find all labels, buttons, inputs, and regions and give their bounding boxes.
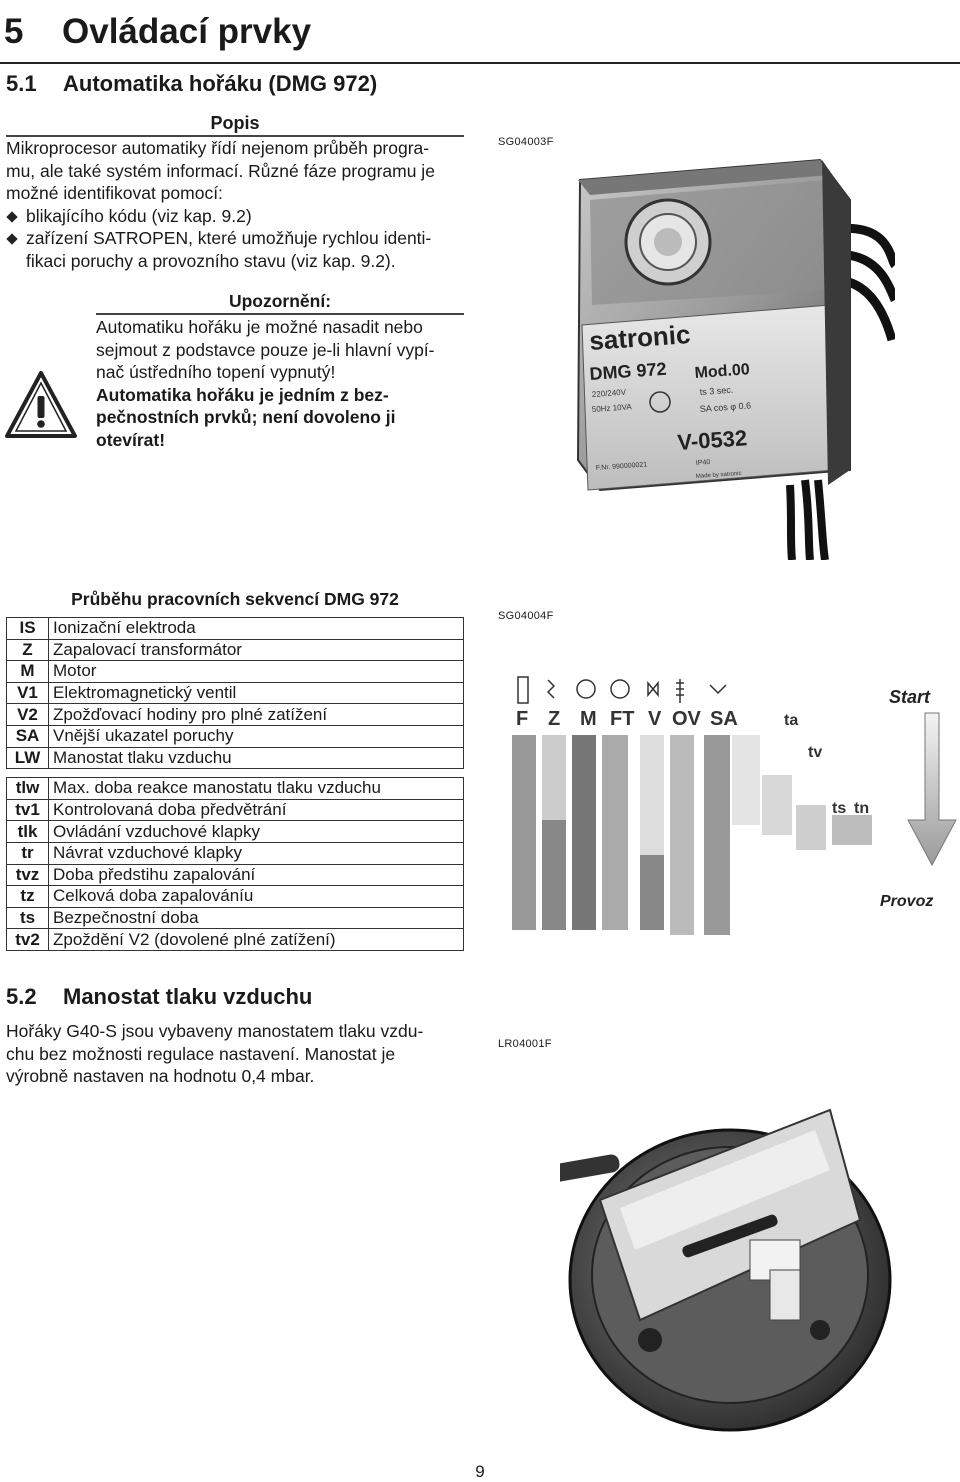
bullet-item: zařízení SATROPEN, které umožňuje rychlou identi- fikaci poruchy a provozního stavu (viz kap. 9.2). <box>6 227 464 272</box>
manostat-line: chu bez možnosti regulace nastavení. Manostat je <box>6 1043 396 1064</box>
column-label-v: V <box>648 708 662 730</box>
legend-row: tv1 Kontrolovaná doba předvětrání <box>7 799 464 821</box>
svg-text:IP40: IP40 <box>695 459 711 467</box>
timing-label-ts: ts <box>832 800 847 817</box>
warning-text <box>96 316 464 452</box>
legend-row: tr Návrat vzduchové klapky <box>7 842 464 864</box>
start-label: Start <box>889 687 931 707</box>
legend-row: Z Zapalovací transformátor <box>7 639 464 661</box>
warning-line: nač ústředního topení vypnutý! <box>96 362 336 383</box>
legend-row: V1 Elektromagnetický ventil <box>7 682 464 704</box>
svg-text:Made by satronic: Made by satronic <box>695 470 742 480</box>
photo-brand-text: satronic <box>588 319 692 356</box>
motor-icon <box>577 680 595 698</box>
legend-row: SA Vnější ukazatel poruchy <box>7 725 464 747</box>
alarm-icon <box>710 685 726 693</box>
svg-text:Mod.00: Mod.00 <box>694 361 751 382</box>
svg-text:SA cos φ 0.6: SA cos φ 0.6 <box>699 400 752 414</box>
section-rule <box>0 62 960 64</box>
manostat-line: Hořáky G40-S jsou vybaveny manostatem tlaku vzdu- <box>6 1021 424 1041</box>
legend-row: V2 Zpožďovací hodiny pro plné zatížení <box>7 704 464 726</box>
legend-gap <box>7 769 464 778</box>
svg-text:V-0532: V-0532 <box>676 425 748 455</box>
legend-title: Průběhu pracovních sekvencí DMG 972 <box>71 589 399 609</box>
warning-rule <box>96 313 464 315</box>
warning-bold-line: otevírat! <box>96 429 166 450</box>
subsection-title-5-1: 5.1 Automatika hořáku (DMG 972) <box>6 71 378 96</box>
svg-text:50Hz 10VA: 50Hz 10VA <box>591 402 632 414</box>
column-label-ov: OV <box>672 708 701 730</box>
oil-preheater-icon <box>676 679 684 703</box>
column-label-z: Z <box>548 708 561 730</box>
legend-row: tlw Max. doba reakce manostatu tlaku vzduchu <box>7 778 464 800</box>
photo-code-lr04001f: LR04001F <box>498 1038 552 1050</box>
timing-label-tv: tv <box>808 744 823 761</box>
air-pressure-switch-photo <box>560 1090 900 1435</box>
warning-bold-line: Automatika hořáku je jedním z bez- <box>96 384 389 405</box>
svg-text:220/240V: 220/240V <box>591 387 627 399</box>
burner-controller-photo <box>560 140 895 560</box>
legend-row: tv2 Zpoždění V2 (dovolené plné zatížení) <box>7 929 464 951</box>
legend-row: tlk Ovládání vzduchové klapky <box>7 821 464 843</box>
timing-label-tn: tn <box>854 800 870 817</box>
section-title: 5 Ovládací prvky <box>4 12 312 51</box>
popis-text <box>6 137 464 273</box>
manostat-text <box>6 1020 464 1088</box>
bullet-item: blikajícího kódu (viz kap. 9.2) <box>6 205 464 228</box>
preheater-icon <box>611 680 629 698</box>
column-label-ft: FT <box>610 708 635 730</box>
bullet-diamond-icon <box>6 234 17 245</box>
svg-text:F.Nr. 990000021: F.Nr. 990000021 <box>595 461 648 472</box>
legend-row: ts Bezpečnostní doba <box>7 907 464 929</box>
warning-line: Automatiku hořáku je možné nasadit nebo <box>96 317 423 337</box>
warning-bold-line: pečnostních prvků; není dovoleno ji <box>96 407 396 428</box>
sequence-diagram <box>500 625 960 970</box>
photo-code-sg04003f: SG04003F <box>498 136 554 148</box>
popis-line: Mikroprocesor automatiky řídí nejenom průběh progra- <box>6 138 430 158</box>
warning-heading: Upozornění: <box>228 291 332 311</box>
bullet-diamond-icon <box>6 211 17 222</box>
popis-line: mu, ale také systém informací. Různé fáze programu je <box>6 160 435 181</box>
diagram-code-sg04004f: SG04004F <box>498 610 554 622</box>
legend-row: tvz Doba předstihu zapalování <box>7 864 464 886</box>
subsection-title-5-2: 5.2 Manostat tlaku vzduchu <box>6 984 313 1009</box>
legend-table <box>6 617 464 951</box>
legend-row: IS Ionizační elektroda <box>7 618 464 640</box>
column-label-m: M <box>580 708 597 730</box>
svg-text:ts 3 sec.: ts 3 sec. <box>699 384 734 397</box>
warning-triangle-icon <box>4 370 78 440</box>
manostat-line: výrobně nastaven na hodnotu 0,4 mbar. <box>6 1066 315 1087</box>
legend-row: tz Celková doba zapalováníu <box>7 886 464 908</box>
provoz-label: Provoz <box>880 893 934 910</box>
svg-text:DMG 972: DMG 972 <box>588 358 668 384</box>
column-label-sa: SA <box>710 708 738 730</box>
legend-row: M Motor <box>7 661 464 683</box>
timing-label-ta: ta <box>784 712 799 729</box>
legend-row: LW Manostat tlaku vzduchu <box>7 747 464 769</box>
popis-line: možné identifikovat pomocí: <box>6 183 223 204</box>
column-label-f: F <box>516 708 529 730</box>
warning-line: sejmout z podstavce pouze je-li hlavní vypí- <box>96 339 435 360</box>
valve-icon <box>648 683 658 695</box>
page-number: 9 <box>475 1462 485 1481</box>
ignition-icon <box>548 680 554 698</box>
popis-heading: Popis <box>210 113 260 133</box>
flame-sensor-icon <box>518 677 528 703</box>
